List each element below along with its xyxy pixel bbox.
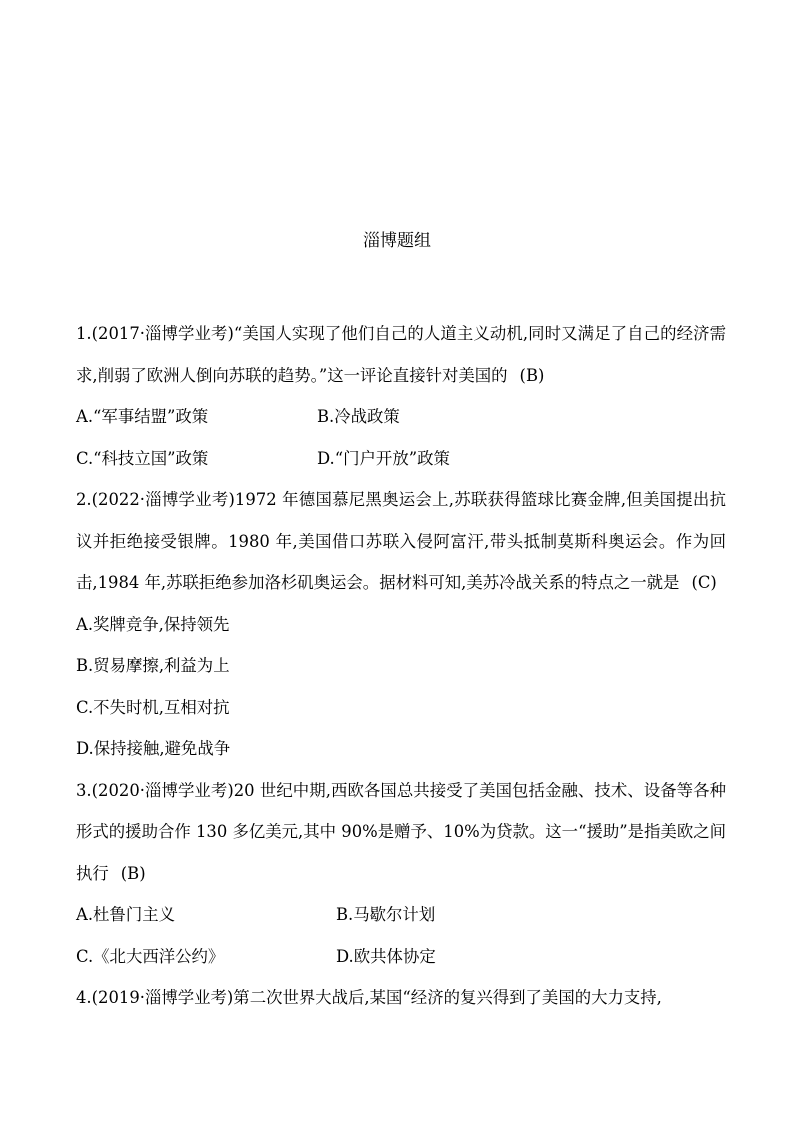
question-3-options-row-2 [76, 936, 726, 978]
question-4-stem: 4.(2019·淄博学业考)第二次世界大战后,某国“经济的复兴得到了美国的大力支持, [76, 988, 662, 1007]
question-1-option-d: D.“门户开放”政策 [317, 448, 450, 468]
question-3-option-c: C.《北大西洋公约》 [76, 946, 225, 966]
page-title: 淄博题组 [363, 231, 431, 251]
question-1-options-row-1 [76, 396, 726, 438]
question-2-option-b: B.贸易摩擦,利益为上 [76, 656, 230, 675]
question-3-option-d: D.欧共体协定 [336, 946, 436, 966]
question-3 [76, 770, 726, 978]
question-1-option-b: B.冷战政策 [317, 407, 400, 426]
question-2-stem: 2.(2022·淄博学业考)1972 年德国慕尼黑奥运会上,苏联获得篮球比赛金牌,但美国提出抗议并拒绝接受银牌。1980 年,美国借口苏联入侵阿富汗,带头抵制莫斯科奥运会。作为回击,1984 年,苏联拒绝参加洛杉矶奥运会。据材料可知,美苏冷战关系的特点之一就是 [76, 490, 726, 592]
question-3-option-a: A.杜鲁门主义 [76, 905, 175, 924]
question-2 [76, 479, 726, 770]
question-2-answer: (C) [691, 573, 717, 592]
question-2-option-c: C.不失时机,互相对抗 [76, 697, 230, 717]
question-3-option-b: B.马歇尔计划 [336, 905, 436, 924]
question-3-stem: 3.(2020·淄博学业考)20 世纪中期,西欧各国总共接受了美国包括金融、技术、设备等各种形式的援助合作 130 多亿美元,其中 90%是赠予、10%为贷款。这一“援助”是指美欧之间执行 [76, 780, 726, 883]
question-list [76, 313, 726, 1019]
question-3-options-row-1 [76, 894, 726, 936]
question-1-stem: 1.(2017·淄博学业考)“美国人实现了他们自己的人道主义动机,同时又满足了自己的经济需求,削弱了欧洲人倒向苏联的趋势。”这一评论直接针对美国的 [76, 324, 726, 385]
question-2-option-d: D.保持接触,避免战争 [76, 739, 231, 758]
question-1-options-row-2 [76, 438, 726, 480]
question-1-option-a: A.“军事结盟”政策 [76, 407, 209, 426]
question-1 [76, 313, 726, 479]
question-1-option-c: C.“科技立国”政策 [76, 448, 209, 468]
question-2-option-a: A.奖牌竞争,保持领先 [76, 614, 230, 634]
question-1-answer: (B) [519, 365, 545, 385]
question-4 [76, 977, 726, 1019]
question-3-answer: (B) [120, 863, 146, 883]
